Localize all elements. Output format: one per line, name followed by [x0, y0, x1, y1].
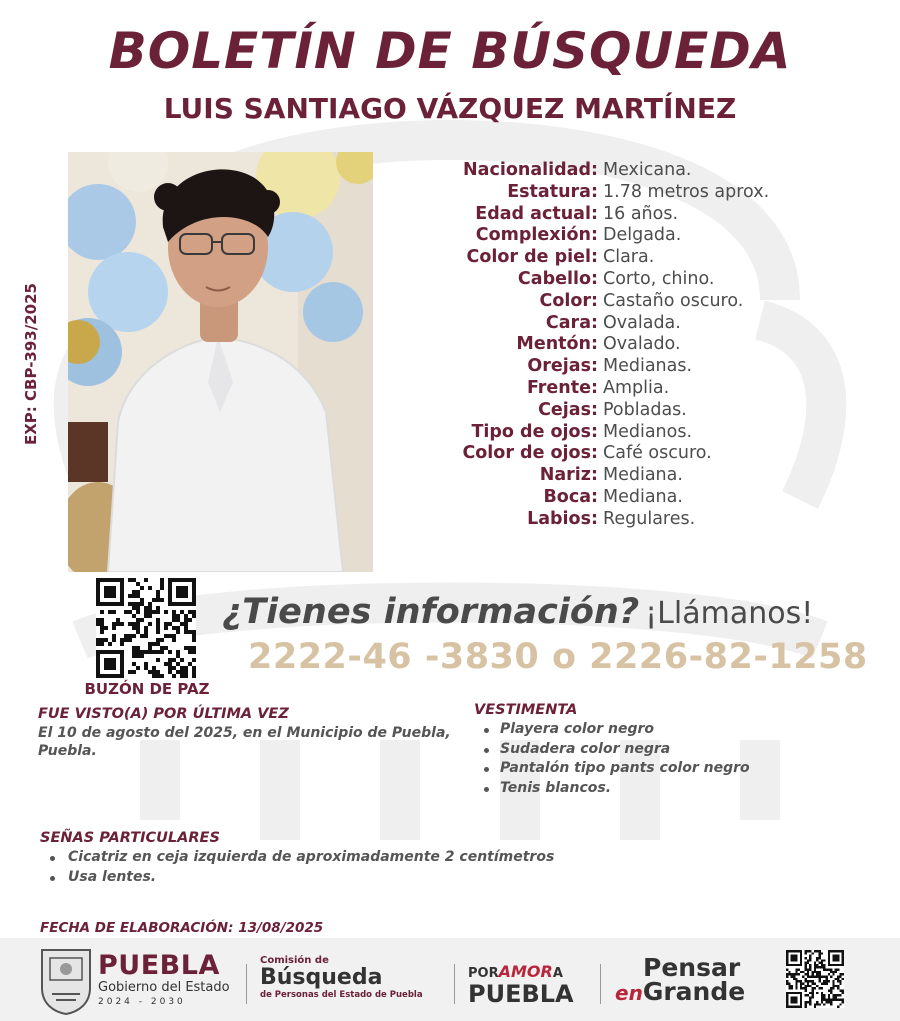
last-seen-text: El 10 de agosto del 2025, en el Municipio de Puebla, Puebla.	[38, 725, 451, 759]
detail-value: Mexicana.	[603, 160, 692, 180]
bulletin-title: BOLETÍN DE BÚSQUEDA	[108, 22, 792, 80]
commission-line-3: de Personas del Estado de Puebla	[260, 990, 423, 1000]
detail-label: Color de ojos:	[462, 443, 598, 464]
detail-value: Corto, chino.	[603, 268, 715, 289]
detail-value: Castaño oscuro.	[603, 290, 744, 311]
logo-years-text: 2024 - 2030	[98, 997, 186, 1007]
detail-value: Medianas.	[603, 356, 693, 377]
puebla-government-logo	[98, 952, 230, 1008]
detail-label: Nariz:	[539, 465, 598, 486]
file-number: EXP: CBP-393/2025	[22, 283, 40, 445]
contact-question: ¿Tienes información?	[222, 592, 640, 632]
detail-row	[400, 443, 890, 465]
detail-value: Regulares.	[603, 508, 696, 529]
detail-value: Amplia.	[603, 377, 670, 398]
detail-value: Delgada.	[603, 225, 682, 246]
detail-label: Mentón:	[516, 334, 598, 355]
detail-value: Ovalada.	[603, 312, 681, 333]
marks-list	[40, 848, 740, 887]
detail-row	[400, 247, 890, 269]
phone-numbers[interactable]: 2222-46 -3830 o 2226-82-1258	[248, 637, 868, 677]
detail-label: Labios:	[527, 508, 598, 529]
detail-value: Café oscuro.	[603, 443, 712, 464]
physical-description	[400, 160, 890, 531]
person-photo	[68, 152, 373, 572]
detail-label: Cabello:	[517, 268, 598, 289]
detail-value: Medianos.	[603, 421, 693, 442]
qr-caption: BUZÓN DE PAZ	[84, 680, 210, 698]
footer-divider	[600, 964, 601, 1004]
detail-row	[400, 160, 890, 182]
detail-row	[400, 182, 890, 204]
last-seen-title: FUE VISTO(A) POR ÚLTIMA VEZ	[38, 706, 289, 722]
detail-label: Color:	[539, 290, 598, 311]
detail-row	[400, 400, 890, 422]
marks-title: SEÑAS PARTICULARES	[40, 830, 220, 846]
pensar-en-grande-logo	[615, 953, 746, 1006]
slogan-pensar: Pensar	[643, 953, 741, 982]
detail-row	[400, 269, 890, 291]
detail-row	[400, 313, 890, 335]
por-amor-a-puebla-logo	[468, 962, 574, 1008]
list-item: Cicatriz en ceja izquierda de aproximadamente 2 centímetros	[40, 848, 740, 868]
detail-row	[400, 334, 890, 356]
detail-value: Mediana.	[603, 465, 683, 486]
logo-gobierno-text: Gobierno del Estado	[98, 980, 230, 995]
detail-label: Edad actual:	[475, 203, 598, 224]
detail-row	[400, 291, 890, 313]
missing-person-name: LUIS SANTIAGO VÁZQUEZ MARTÍNEZ	[163, 92, 737, 125]
state-shield-icon	[38, 944, 94, 1016]
commission-line-2: Búsqueda	[260, 965, 383, 990]
detail-row	[400, 465, 890, 487]
detail-label: Tipo de ojos:	[471, 421, 598, 442]
detail-label: Frente:	[526, 377, 598, 398]
detail-label: Complexión:	[475, 225, 598, 246]
footer-qr-code[interactable]	[786, 950, 844, 1008]
slogan-puebla: PUEBLA	[468, 980, 574, 1008]
clothing-title: VESTIMENTA	[474, 702, 578, 718]
detail-row	[400, 487, 890, 509]
creation-date: FECHA DE ELABORACIÓN: 13/08/2025	[40, 920, 324, 936]
detail-value: 16 años.	[603, 203, 679, 224]
list-item: Tenis blancos.	[474, 779, 884, 799]
qr-code[interactable]	[96, 578, 196, 678]
clothing-section	[474, 702, 884, 798]
list-item: Usa lentes.	[40, 868, 740, 888]
footer-divider	[454, 964, 455, 1004]
detail-row	[400, 378, 890, 400]
detail-label: Cejas:	[538, 399, 598, 420]
distinguishing-marks-section	[40, 830, 740, 887]
footer-logos	[0, 938, 900, 1021]
slogan-grande: Grande	[642, 977, 746, 1006]
last-seen-section	[38, 706, 458, 760]
slogan-a: A	[552, 966, 563, 981]
detail-value: Ovalado.	[603, 334, 681, 355]
clothing-list	[474, 720, 884, 798]
detail-label: Estatura:	[507, 181, 598, 202]
contact-prompt	[222, 592, 892, 632]
slogan-por: POR	[468, 966, 499, 981]
detail-row	[400, 356, 890, 378]
slogan-amor: AMOR	[498, 962, 553, 981]
list-item: Pantalón tipo pants color negro	[474, 759, 884, 779]
detail-label: Color de piel:	[466, 247, 598, 268]
list-item: Playera color negro	[474, 720, 884, 740]
detail-value: Clara.	[603, 247, 655, 268]
detail-label: Cara:	[545, 312, 598, 333]
footer-divider	[246, 964, 247, 1004]
detail-row	[400, 422, 890, 444]
detail-label: Boca:	[543, 486, 598, 507]
detail-value: Pobladas.	[603, 399, 687, 420]
detail-row	[400, 204, 890, 226]
detail-row	[400, 225, 890, 247]
detail-row	[400, 509, 890, 531]
list-item: Sudadera color negra	[474, 740, 884, 760]
slogan-en: en	[615, 981, 643, 1005]
detail-value: 1.78 metros aprox.	[603, 181, 770, 202]
detail-value: Mediana.	[603, 486, 683, 507]
commission-line-1: Comisión de	[260, 955, 329, 966]
search-commission-logo	[260, 955, 423, 1000]
contact-call: ¡Llámanos!	[645, 596, 814, 631]
detail-label: Orejas:	[527, 356, 598, 377]
logo-puebla-text: PUEBLA	[98, 950, 220, 981]
detail-label: Nacionalidad:	[463, 160, 598, 180]
